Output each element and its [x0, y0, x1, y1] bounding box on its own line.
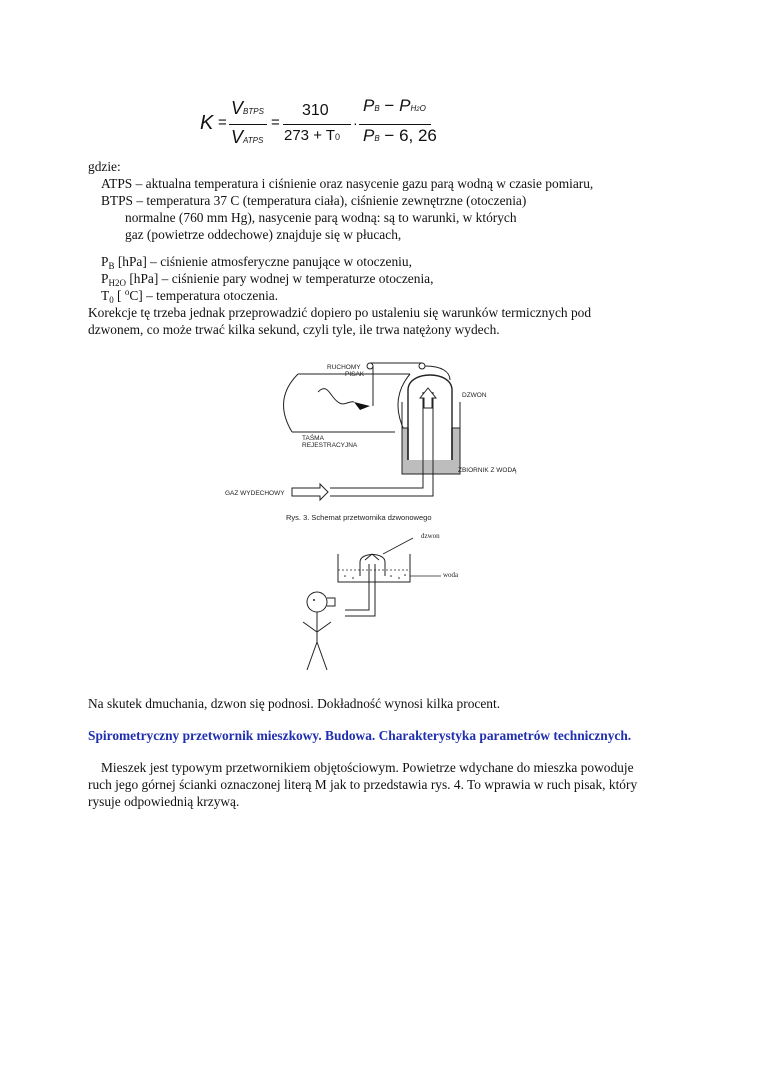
- small-bell: [360, 555, 385, 577]
- bell: [408, 375, 452, 460]
- formula-bar-1: [229, 124, 267, 125]
- formula-dot: ·: [353, 115, 358, 131]
- person-body: [303, 612, 331, 670]
- def-atps: ATPS – aktualna temperatura i ciśnienie oraz nasycenie gazu parą wodną w czasie pomiaru,: [101, 176, 594, 191]
- def-t0: $T_0$ [ $^o$C] – temperatura otoczenia.: [101, 287, 279, 305]
- label-exhaled-gas: GAZ WYDECHOWY: [225, 490, 285, 497]
- person-head: [307, 592, 327, 612]
- section-heading: Spirometryczny przetwornik mieszkowy. Budowa. Charakterystyka parametrów technicznych.: [88, 728, 632, 743]
- figure-3-caption: Rys. 3. Schemat przetwornika dzwonowego: [286, 513, 432, 522]
- outlet-pipe: [330, 480, 423, 488]
- paragraph2: Na skutek dmuchania, dzwon się podnosi. Dokładność wynosi kilka procent.: [88, 696, 501, 711]
- formula: [195, 96, 455, 158]
- formula-k: K: [200, 112, 214, 134]
- small-figure-diagram: [295, 532, 475, 680]
- def-btps-1: BTPS – temperatura 37 C (temperatura ciała), ciśnienie zewnętrzne (otoczenia): [101, 193, 527, 208]
- formula-bar-2: [283, 124, 351, 125]
- paragraph3-line3: rysuje odpowiednią krzywą.: [88, 794, 240, 809]
- label-moving-pen: RUCHOMY PISAK: [327, 364, 365, 378]
- formula-eq2: =: [271, 114, 280, 131]
- recorded-curve: [318, 389, 354, 404]
- gas-arrow: [292, 484, 328, 500]
- def-btps-2: normalne (760 mm Hg), nasycenie parą wodną: są to warunki, w których: [125, 210, 517, 225]
- def-btps-3: gaz (powietrze oddechowe) znajduje się w płucach,: [125, 227, 402, 242]
- formula-v-atps: VATPS: [231, 127, 264, 147]
- figure-3-diagram: [220, 352, 550, 512]
- paragraph3-line1: Mieszek jest typowym przetwornikiem objętościowym. Powietrze wdychane do mieszka powoduje: [101, 760, 634, 775]
- gdzie-label: gdzie:: [88, 159, 121, 174]
- paragraph1-line1: Korekcje tę trzeba jednak przeprowadzić dopiero po ustaleniu się warunków termicznych pod: [88, 305, 592, 320]
- formula-bar-3: [359, 124, 431, 125]
- recording-tape: [284, 374, 298, 432]
- formula-310: 310: [302, 102, 329, 119]
- formula-273: 273 + T0: [284, 127, 341, 144]
- label-tape: TAŚMA REJESTRACYJNA: [302, 435, 358, 449]
- formula-eq: =: [218, 114, 227, 131]
- def-pb: $P_B$ [hPa] – ciśnienie atmosferyczne panujące w otoczeniu,: [101, 254, 412, 271]
- formula-pb-minus-626: PB − 6, 26: [363, 126, 437, 145]
- moving-pen: [354, 402, 370, 410]
- small-label-bell: dzwon: [421, 532, 440, 540]
- paragraph1-line2: dzwonem, co może trwać kilka sekund, czyli tyle, ile trwa natężony wydech.: [88, 322, 500, 337]
- formula-v-btps: VBTPS: [231, 98, 264, 118]
- formula-pb-minus-ph2o: PB − PH2O: [363, 96, 426, 115]
- small-label-water: woda: [443, 571, 459, 579]
- def-ph2o: $P_{H2O}$ [hPa] – ciśnienie pary wodnej w temperaturze otoczenia,: [101, 271, 434, 288]
- paragraph3-line2: ruch jego górnej ścianki oznaczonej literą M jak to przedstawia rys. 4. To wprawia w ruch pisak, który: [88, 777, 638, 792]
- label-bell: DZWON: [462, 392, 487, 399]
- label-water-tank: ZBIORNIK Z WODĄ: [458, 467, 517, 474]
